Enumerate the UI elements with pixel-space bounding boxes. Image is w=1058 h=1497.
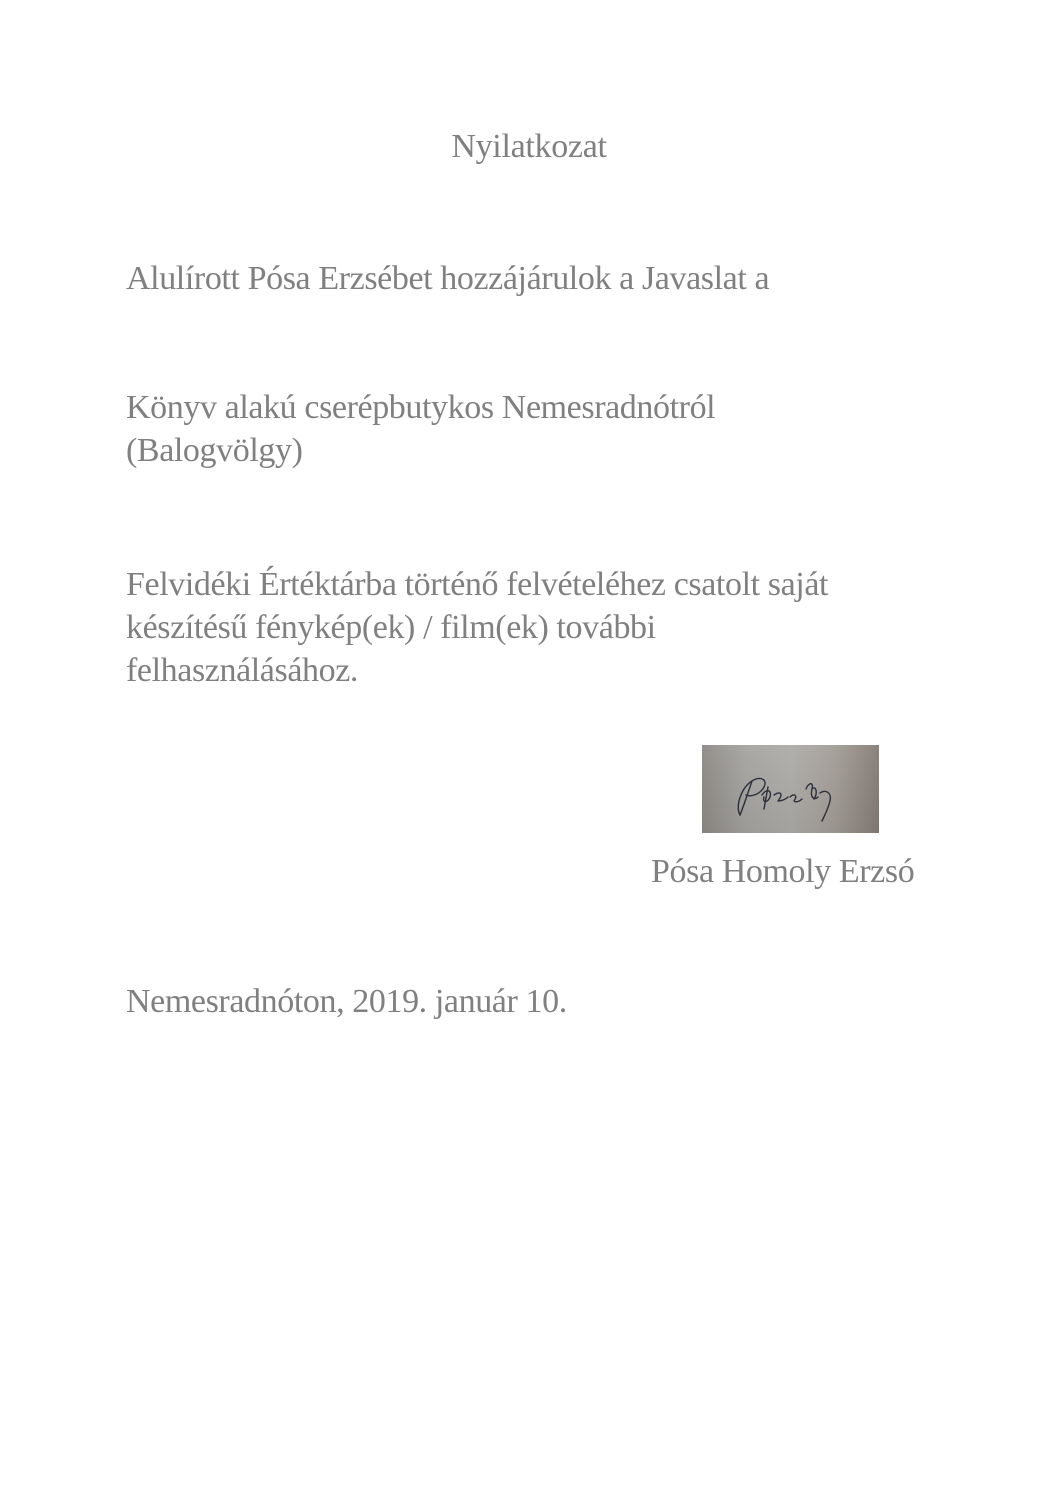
- signer-name: Pósa Homoly Erzsó: [651, 853, 915, 890]
- paragraph-line: felhasználásához.: [126, 652, 359, 689]
- document-title: Nyilatkozat: [451, 128, 607, 165]
- paragraph-line: (Balogvölgy): [126, 432, 303, 469]
- signature-image: [702, 745, 879, 833]
- paragraph-line: készítésű fénykép(ek) / film(ek) további: [126, 609, 656, 646]
- place-and-date: Nemesradnóton, 2019. január 10.: [126, 983, 567, 1020]
- subject-paragraph: [126, 386, 715, 472]
- paragraph-line: Alulírott Pósa Erzsébet hozzájárulok a Javaslat a: [126, 260, 770, 297]
- paragraph-line: Felvidéki Értéktárba történő felvételéhez csatolt saját: [126, 566, 829, 603]
- purpose-paragraph: [126, 563, 828, 692]
- paragraph-line: Könyv alakú cserépbutykos Nemesradnótról: [126, 389, 716, 426]
- signature-scribble-icon: [702, 745, 879, 833]
- consent-paragraph: [126, 257, 769, 300]
